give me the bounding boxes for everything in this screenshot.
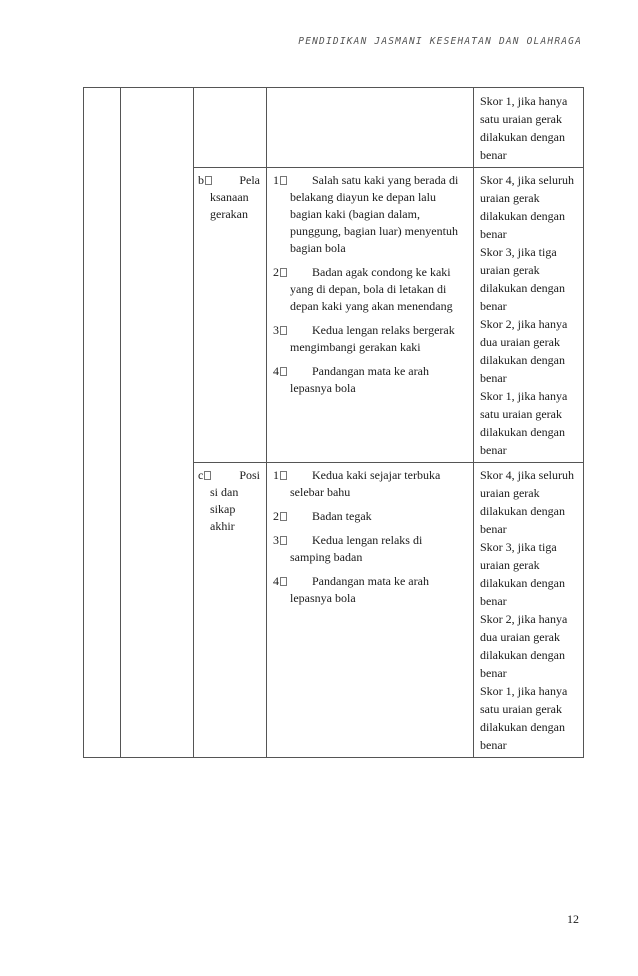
criteria-text: Kedua lengan relaks di (312, 533, 423, 547)
items-cell (267, 168, 474, 463)
criteria-first-line (273, 363, 467, 380)
score-line: benar (480, 227, 507, 241)
criteria-text: Pandangan mata ke arah (312, 574, 429, 588)
score-list (474, 168, 583, 462)
criteria-text: Badan agak condong ke kaki (312, 265, 451, 279)
score-line: dilakukan dengan (480, 576, 565, 590)
missing-glyph-box (280, 536, 287, 545)
score-line: dua uraian gerak (480, 335, 560, 349)
score-line: satu uraian gerak (480, 702, 562, 716)
missing-glyph-box (280, 268, 287, 277)
criteria-continuation: selebar bahu (290, 485, 351, 499)
missing-glyph-box (204, 471, 211, 480)
criteria-first-line (273, 172, 467, 189)
score-line: benar (480, 443, 507, 457)
score-line: benar (480, 738, 507, 752)
score-line: Skor 1, jika hanya (480, 389, 568, 403)
table-cell (84, 88, 121, 758)
criteria-item (273, 322, 467, 356)
criteria-text: Kedua kaki sejajar terbuka (312, 468, 441, 482)
score-line: satu uraian gerak (480, 112, 562, 126)
criteria-number (273, 363, 290, 380)
score-line: benar (480, 666, 507, 680)
table-row (84, 88, 584, 168)
score-line: benar (480, 371, 507, 385)
criteria-continuation: belakang diayun ke depan lalu (290, 190, 436, 204)
criteria-number-text: 4 (273, 574, 279, 588)
score-line: dilakukan dengan (480, 130, 565, 144)
criteria-continuation: lepasnya bola (290, 381, 356, 395)
aspect-letter (198, 172, 212, 189)
criteria-item (273, 532, 467, 566)
aspect-letter-text: b (198, 173, 204, 187)
aspect-title-line: akhir (210, 519, 235, 533)
criteria-number-text: 2 (273, 265, 279, 279)
missing-glyph-box (280, 512, 287, 521)
criteria-first-line (273, 264, 467, 281)
assessment-rubric-table (83, 87, 584, 758)
criteria-list (267, 168, 473, 397)
score-line: dilakukan dengan (480, 209, 565, 223)
criteria-item (273, 573, 467, 607)
criteria-item (273, 172, 467, 257)
criteria-first-line (273, 508, 467, 525)
score-line: dilakukan dengan (480, 281, 565, 295)
score-line: uraian gerak (480, 191, 540, 205)
criteria-text: Pandangan mata ke arah (312, 364, 429, 378)
criteria-number (273, 264, 290, 281)
criteria-first-line (273, 573, 467, 590)
criteria-number (273, 172, 290, 189)
score-list (474, 463, 583, 757)
page-number: 12 (567, 912, 579, 926)
criteria-number-text: 1 (273, 173, 279, 187)
criteria-text: Kedua lengan relaks bergerak (312, 323, 455, 337)
criteria-list (267, 463, 473, 607)
criteria-first-line (273, 532, 467, 549)
score-line: Skor 2, jika hanya (480, 317, 568, 331)
score-line: benar (480, 522, 507, 536)
missing-glyph-box (280, 176, 287, 185)
aspect-title-line: sikap (210, 502, 236, 516)
missing-glyph-box (280, 326, 287, 335)
criteria-number (273, 573, 290, 590)
criteria-text: Salah satu kaki yang berada di (312, 173, 459, 187)
table-cell (194, 88, 267, 168)
criteria-number-text: 1 (273, 468, 279, 482)
criteria-number (273, 532, 290, 549)
aspect-cell (194, 463, 267, 758)
criteria-number (273, 508, 290, 525)
aspect-title-line: gerakan (210, 207, 248, 221)
criteria-continuation: depan kaki yang akan menendang (290, 299, 453, 313)
score-line: uraian gerak (480, 486, 540, 500)
items-cell (267, 463, 474, 758)
score-line: dilakukan dengan (480, 504, 565, 518)
score-line: uraian gerak (480, 558, 540, 572)
criteria-number-text: 3 (273, 533, 279, 547)
score-line: dilakukan dengan (480, 425, 565, 439)
aspect-label (194, 463, 266, 535)
score-line: Skor 3, jika tiga (480, 245, 557, 259)
score-list (474, 88, 583, 167)
score-line: uraian gerak (480, 263, 540, 277)
missing-glyph-box (280, 577, 287, 586)
criteria-item (273, 467, 467, 501)
aspect-title-start: Pela (239, 173, 260, 187)
criteria-continuation: samping badan (290, 550, 363, 564)
score-line: dilakukan dengan (480, 353, 565, 367)
criteria-continuation: yang di depan, bola di letakan di (290, 282, 447, 296)
aspect-title-first-line (198, 467, 260, 484)
criteria-number-text: 3 (273, 323, 279, 337)
table-cell (121, 88, 194, 758)
criteria-continuation: bagian kaki (bagian dalam, (290, 207, 420, 221)
score-line: Skor 1, jika hanya (480, 684, 568, 698)
score-line: Skor 4, jika seluruh (480, 468, 574, 482)
score-line: dilakukan dengan (480, 720, 565, 734)
criteria-number (273, 467, 290, 484)
score-line: Skor 2, jika hanya (480, 612, 568, 626)
criteria-item (273, 264, 467, 315)
score-line: Skor 1, jika hanya (480, 94, 568, 108)
aspect-letter (198, 467, 211, 484)
aspect-letter-text: c (198, 468, 204, 482)
aspect-cell (194, 168, 267, 463)
criteria-item (273, 508, 467, 525)
criteria-first-line (273, 467, 467, 484)
score-cell (474, 463, 584, 758)
criteria-continuation: mengimbangi gerakan kaki (290, 340, 421, 354)
aspect-title-line: ksanaan (210, 190, 249, 204)
criteria-number-text: 4 (273, 364, 279, 378)
criteria-first-line (273, 322, 467, 339)
aspect-title-first-line (198, 172, 260, 189)
score-line: Skor 4, jika seluruh (480, 173, 574, 187)
criteria-continuation: lepasnya bola (290, 591, 356, 605)
score-cell (474, 168, 584, 463)
criteria-continuation: bagian bola (290, 241, 346, 255)
score-line: benar (480, 148, 507, 162)
score-line: dua uraian gerak (480, 630, 560, 644)
aspect-title-start: Posi (239, 468, 260, 482)
score-line: benar (480, 299, 507, 313)
score-line: Skor 3, jika tiga (480, 540, 557, 554)
page-header: PENDIDIKAN JASMANI KESEHATAN DAN OLAHRAGA (298, 36, 582, 47)
score-line: benar (480, 594, 507, 608)
table-cell (267, 88, 474, 168)
score-line: satu uraian gerak (480, 407, 562, 421)
missing-glyph-box (280, 367, 287, 376)
criteria-text: Badan tegak (312, 509, 372, 523)
aspect-title-line: si dan (210, 485, 239, 499)
criteria-item (273, 363, 467, 397)
criteria-continuation: punggung, bagian luar) menyentuh (290, 224, 458, 238)
score-cell (474, 88, 584, 168)
criteria-number (273, 322, 290, 339)
missing-glyph-box (280, 471, 287, 480)
score-line: dilakukan dengan (480, 648, 565, 662)
aspect-label (194, 168, 266, 223)
missing-glyph-box (205, 176, 212, 185)
criteria-number-text: 2 (273, 509, 279, 523)
